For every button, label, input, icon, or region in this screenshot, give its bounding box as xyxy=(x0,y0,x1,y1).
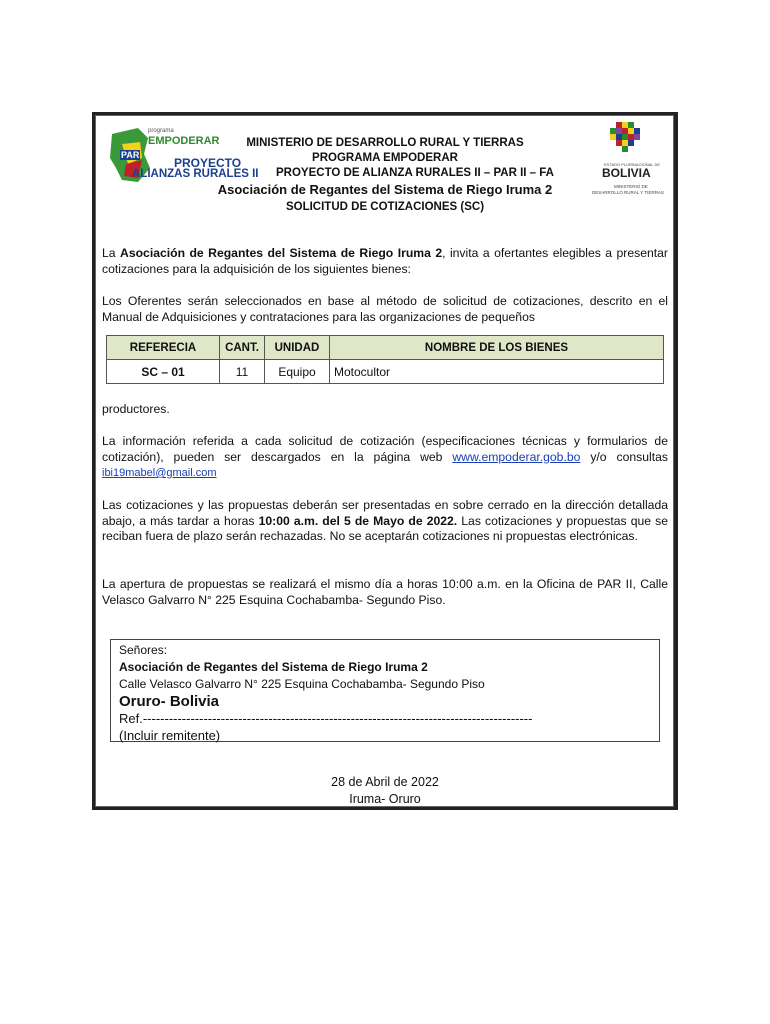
website-link[interactable]: www.empoderar.gob.bo xyxy=(452,449,581,464)
logo-estado-text: ESTADO PLURINACIONAL DE xyxy=(604,162,661,167)
address-note: (Incluir remitente) xyxy=(119,728,221,743)
header-association: Asociación de Regantes del Sistema de Riego Iruma 2 xyxy=(217,182,553,197)
col-cantidad: CANT. xyxy=(220,336,265,360)
address-box xyxy=(110,639,660,742)
footer-place: Iruma- Oruro xyxy=(349,792,421,806)
logo-par-mark: PAR xyxy=(121,150,140,160)
logo-empoderar-text: EMPODERAR xyxy=(148,135,220,147)
cell-cantidad: 11 xyxy=(220,360,265,384)
opening-paragraph: La apertura de propuestas se realizará el mismo día a horas 10:00 a.m. en la Oficina de PAR II, Calle Velasco Galvarro N° 225 Esquina Cochabamba- Segundo Piso. xyxy=(102,577,668,607)
address-ref: Ref.------------------------------------------------------------------------------------------ xyxy=(119,711,533,726)
cell-nombre: Motocultor xyxy=(330,360,664,384)
header-program: PROGRAMA EMPODERAR xyxy=(312,152,458,164)
address-salutation: Señores: xyxy=(119,643,168,657)
email-link[interactable]: ibi19mabel@gmail.com xyxy=(102,467,217,479)
table-row xyxy=(107,360,664,384)
cell-referencia: SC – 01 xyxy=(107,360,220,384)
logo-bolivia-text: BOLIVIA xyxy=(602,166,651,180)
logo-ministerio2-text: DESARROLLO RURAL Y TIERRAS xyxy=(592,190,664,195)
col-nombre: NOMBRE DE LOS BIENES xyxy=(330,336,664,360)
header-ministry: MINISTERIO DE DESARROLLO RURAL Y TIERRAS xyxy=(246,137,524,149)
col-unidad: UNIDAD xyxy=(265,336,330,360)
table-header-row xyxy=(107,336,664,360)
address-street: Calle Velasco Galvarro N° 225 Esquina Cochabamba- Segundo Piso xyxy=(119,677,485,691)
info-paragraph: La información referida a cada solicitud de cotización (especificaciones técnicas y formularios de cotización), pueden ser descargados en la página web www.empoderar.gob.bo y/o consultas ibi19mabel@gmail.com xyxy=(102,434,668,479)
col-referencia: REFERECIA xyxy=(107,336,220,360)
footer-date: 28 de Abril de 2022 xyxy=(331,775,439,789)
method-tail: productores. xyxy=(102,402,170,416)
cell-unidad: Equipo xyxy=(265,360,330,384)
address-city: Oruro- Bolivia xyxy=(119,693,220,710)
logo-ministerio-text: MINISTERIO DE xyxy=(614,184,648,189)
intro-paragraph: La Asociación de Regantes del Sistema de Riego Iruma 2, invita a ofertantes elegibles a presentar cotizaciones para la adquisición de los siguientes bienes: xyxy=(102,246,668,276)
address-name: Asociación de Regantes del Sistema de Riego Iruma 2 xyxy=(119,660,428,674)
deadline-paragraph: Las cotizaciones y las propuestas deberán ser presentadas en sobre cerrado en la dirección detallada abajo, a más tardar a horas 10:00 a.m. del 5 de Mayo de 2022. Las cotizaciones y propuestas que se reciban fuera de plazo serán rechazadas. No se aceptarán cotizaciones ni propuestas electrónicas. xyxy=(102,498,668,543)
header-project: PROYECTO DE ALIANZA RURALES II – PAR II – FA xyxy=(276,167,554,179)
method-paragraph: Los Oferentes serán seleccionados en base al método de solicitud de cotizaciones, descrito en el Manual de Adquisiciones y contrataciones para las organizaciones de pequeños xyxy=(102,294,668,324)
logo-proyecto-text: PROYECTO xyxy=(174,156,242,170)
logo-programa-text: programa xyxy=(148,128,174,134)
page-title: SOLICITUD DE COTIZACIONES (SC) xyxy=(285,201,485,213)
goods-table xyxy=(106,335,664,384)
logo-alianzas-text: ALIANZAS RURALES II xyxy=(132,168,259,180)
